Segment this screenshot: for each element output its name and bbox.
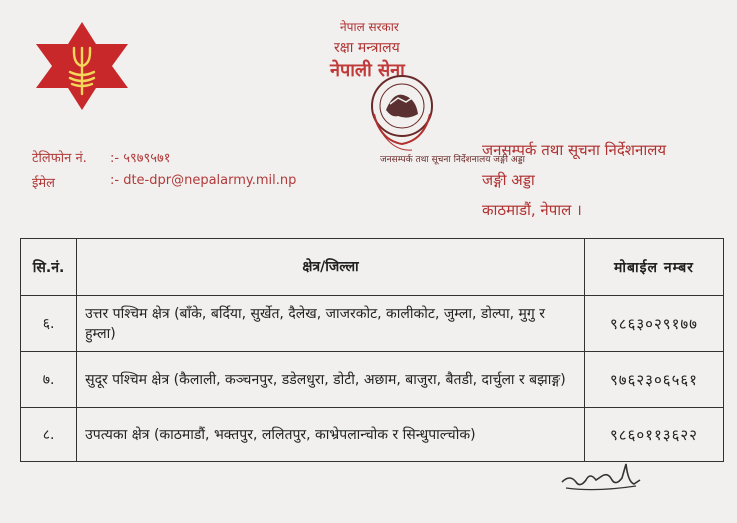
row-serial: ६. — [21, 296, 77, 352]
department-seal-icon — [350, 70, 525, 166]
header-serial: सि.नं. — [21, 239, 77, 296]
department-office: जङ्गी अड्डा — [482, 171, 535, 189]
row-serial: ८. — [21, 408, 77, 462]
table-row — [21, 296, 724, 352]
email-line — [32, 173, 297, 191]
row-area: उपत्यका क्षेत्र (काठमाडौं, भक्तपुर, ललितपुर, काभ्रेपलान्चोक र सिन्धुपाल्चोक) — [77, 408, 585, 462]
seal-text: जनसम्पर्क तथा सूचना निर्देशनालय जङ्गी अड्डा — [380, 155, 525, 165]
header-area: क्षेत्र/जिल्ला — [77, 239, 585, 296]
row-mobile: ९८६३०२९१७७ — [584, 296, 723, 352]
table-row — [21, 352, 724, 408]
row-mobile: ९८६०११३६२२ — [584, 408, 723, 462]
phone-line — [32, 148, 171, 166]
phone-value: :- ५९७९५७१ — [110, 151, 171, 166]
contact-table — [20, 238, 724, 462]
row-area: सुदूर पश्चिम क्षेत्र (कैलाली, कञ्चनपुर, डडेलधुरा, डोटी, अछाम, बाजुरा, बैतडी, दार्चुला र बझाङ्ग) — [77, 352, 585, 408]
department-name: जनसम्पर्क तथा सूचना निर्देशनालय — [482, 141, 667, 159]
row-area: उत्तर पश्चिम क्षेत्र (बाँके, बर्दिया, सुर्खेत, दैलेख, जाजरकोट, कालीकोट, जुम्ला, डोल्पा, मुगु र हुम्ला) — [77, 296, 585, 352]
ministry-label: रक्षा मन्त्रालय — [334, 40, 400, 56]
header-mobile: मोबाईल नम्बर — [584, 239, 723, 296]
nepal-army-emblem-icon — [30, 20, 134, 112]
row-mobile: ९७६२३०६५६१ — [584, 352, 723, 408]
phone-label: टेलिफोन नं. — [32, 151, 87, 166]
row-serial: ७. — [21, 352, 77, 408]
army-title: नेपाली सेना — [330, 60, 405, 81]
department-address: काठमाडौं, नेपाल । — [482, 201, 582, 219]
table-header-row — [21, 239, 724, 296]
government-label: नेपाल सरकार — [340, 20, 399, 34]
signature-icon — [556, 452, 644, 496]
email-label: ईमेल — [32, 176, 55, 191]
email-value: :- dte-dpr@nepalarmy.mil.np — [110, 173, 297, 188]
